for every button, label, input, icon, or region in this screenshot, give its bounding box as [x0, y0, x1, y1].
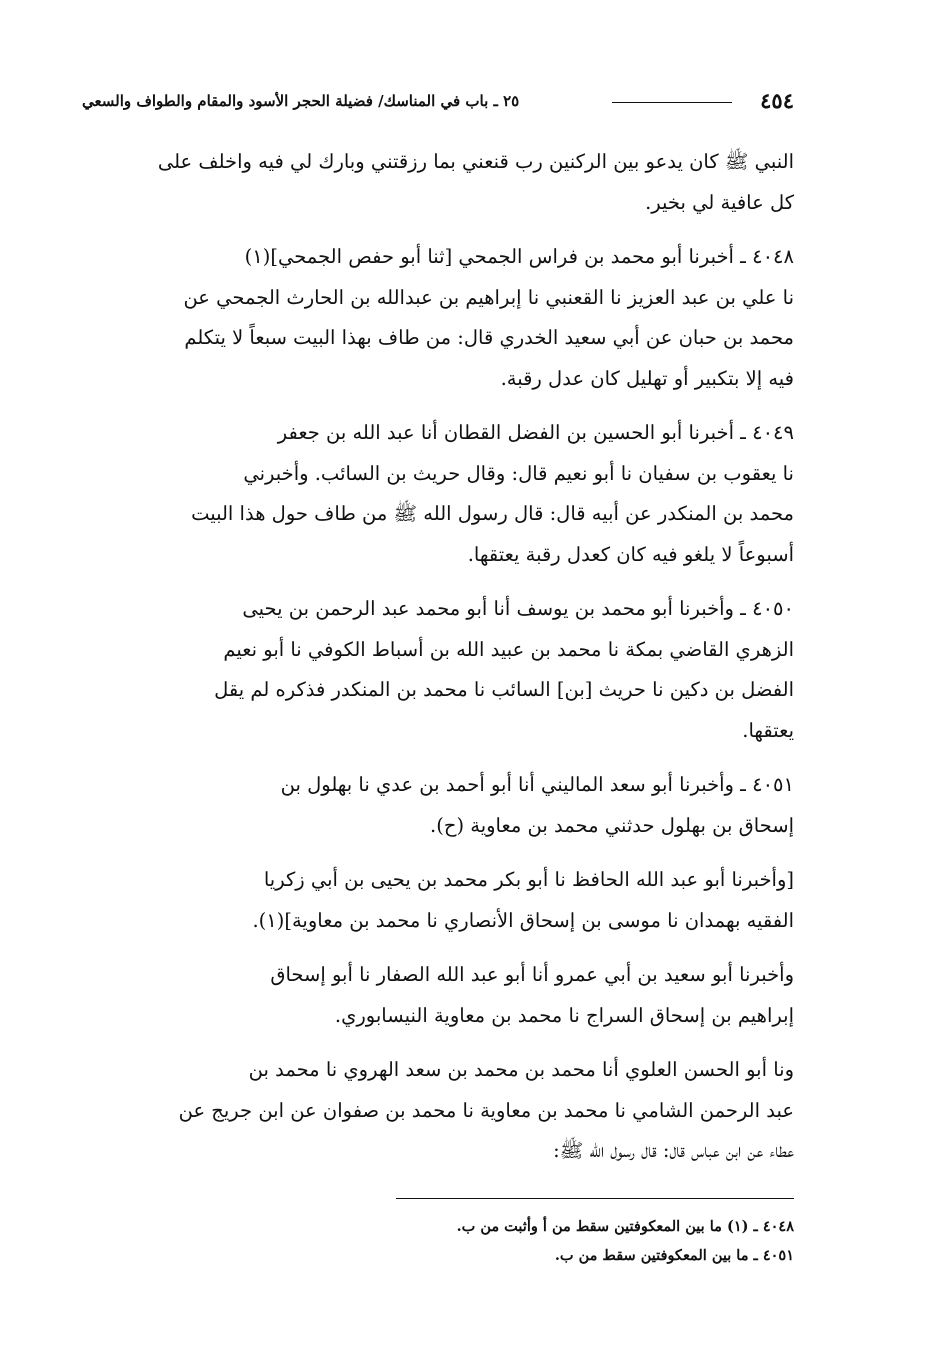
page-header	[82, 86, 794, 120]
header-rule	[612, 102, 732, 103]
footnotes	[82, 1212, 794, 1270]
paragraph-hadith-4050: ٤٠٥٠ ـ وأخبرنا أبو محمد بن يوسف أنا أبو محمد عبد الرحمن بن يحيى الزهري القاضي بمكة نا محمد بن عبيد الله بن أسباط الكوفي نا أبو نعيم الفضل بن دكين نا حريث [بن] السائب نا محمد بن المنكدر فذكره لم يقل يعتقها.	[214, 597, 794, 742]
paragraph-isnad-saffar: وأخبرنا أبو سعيد بن أبي عمرو أنا أبو عبد الله الصفار نا أبو إسحاق إبراهيم بن إسحاق السراج نا محمد بن معاوية النيسابوري.	[270, 963, 794, 1027]
page-number: ٤٥٤	[760, 88, 794, 113]
paragraph-isnad-hakim: [وأخبرنا أبو عبد الله الحافظ نا أبو بكر محمد بن يحيى بن أبي زكريا الفقيه بهمدان نا موسى بن إسحاق الأنصاري نا محمد بن معاوية](١).	[252, 868, 794, 932]
paragraph-hadith-4048: ٤٠٤٨ ـ أخبرنا أبو محمد بن فراس الجمحي [ثنا أبو حفص الجمحي](١) نا علي بن عبد العزيز نا القعنبي نا إبراهيم بن عبدالله بن الحارث الجمحي عن محمد بن حبان عن أبي سعيد الخدري قال: من طاف بهذا البيت سبعاً لا يتكلم فيه إلا بتكبير أو تهليل كان عدل رقبة.	[183, 245, 794, 390]
main-text	[82, 142, 794, 1186]
paragraph-isnad-alawi: ونا أبو الحسن العلوي أنا محمد بن محمد بن سعد الهروي نا محمد بن عبد الرحمن الشامي نا محمد بن معاوية نا محمد بن صفوان عن ابن جريج عن عطاء عن ابن عباس قال: قال رسول الله ﷺ:	[178, 1058, 794, 1162]
footnote-4048: ٤٠٤٨ ـ (١) ما بين المعكوفتين سقط من أ وأثبت من ب.	[456, 1218, 794, 1235]
running-title: ٢٥ ـ باب في المناسك/ فضيلة الحجر الأسود والمقام والطواف والسعي	[82, 92, 520, 110]
paragraph-hadith-4049: ٤٠٤٩ ـ أخبرنا أبو الحسين بن الفضل القطان أنا عبد الله بن جعفر نا يعقوب بن سفيان نا أبو نعيم قال: وقال حريث بن السائب. وأخبرني محمد بن المنكدر عن أبيه قال: قال رسول الله ﷺ من طاف حول هذا البيت أسبوعاً لا يلغو فيه كان كعدل رقبة يعتقها.	[191, 421, 794, 566]
footnote-rule	[396, 1198, 794, 1199]
paragraph-hadith-4051: ٤٠٥١ ـ وأخبرنا أبو سعد الماليني أنا أبو أحمد بن عدي نا بهلول بن إسحاق بن بهلول حدثني محمد بن معاوية (ح).	[280, 773, 794, 837]
footnote-4051: ٤٠٥١ ـ ما بين المعكوفتين سقط من ب.	[554, 1247, 794, 1264]
paragraph-continuation: النبي ﷺ كان يدعو بين الركنين رب قنعني بما رزقتني وبارك لي فيه واخلف على كل عافية لي بخير.	[157, 150, 794, 214]
